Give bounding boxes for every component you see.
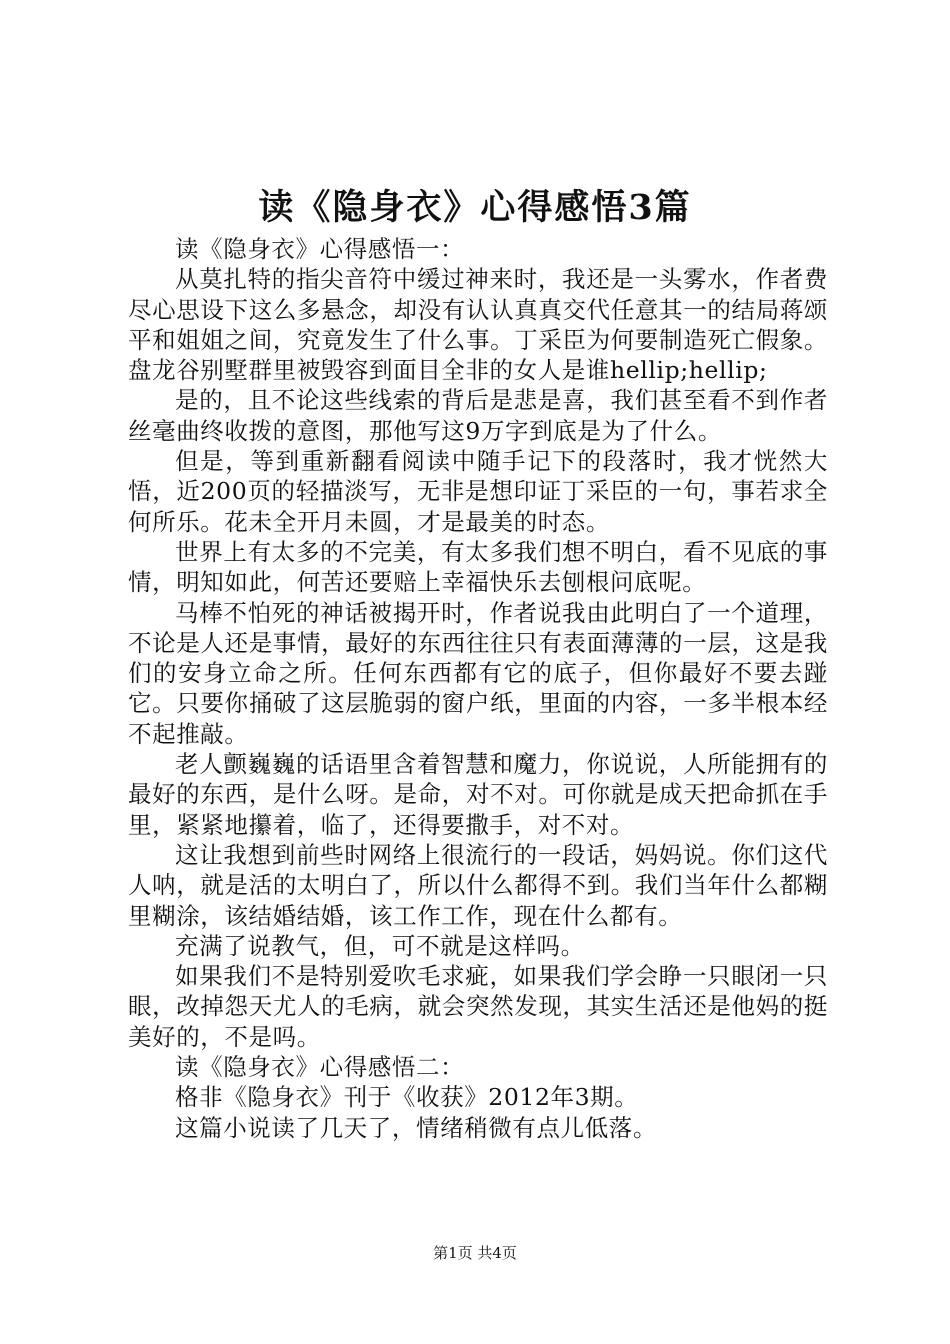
paragraph: 这篇小说读了几天了，情绪稍微有点儿低落。 (175, 1113, 657, 1142)
document-body (128, 234, 828, 1143)
paragraph-section-heading-1: 读《隐身衣》心得感悟一： (175, 235, 465, 263)
paragraph: 格非《隐身衣》刊于《收获》2012年3期。 (175, 1083, 639, 1112)
document-title: 读《隐身衣》心得感悟3篇 (258, 187, 692, 228)
paragraph-section-heading-2: 读《隐身衣》心得感悟二： (175, 1053, 465, 1082)
paragraph: 从莫扎特的指尖音符中缓过神来时，我还是一头雾水，作者费尽心思设下这么多悬念，却没有认认真真交代任意其一的结局蒋颂平和姐姐之间，究竟发生了什么事。丁采臣为何要制造死亡假象。盘龙谷别墅群里被毁容到面目全非的女人是谁hellip;hellip; (128, 265, 828, 385)
paragraph: 老人颤巍巍的话语里含着智慧和魔力，你说说，人所能拥有的最好的东西，是什么呀。是命，对不对。可你就是成天把命抓在手里，紧紧地攥着，临了，还得要撒手，对不对。 (128, 750, 828, 839)
paragraph: 但是，等到重新翻看阅读中随手记下的段落时，我才恍然大悟，近200页的轻描淡写，无非是想印证丁采臣的一句，事若求全何所乐。花未全开月未圆，才是最美的时态。 (128, 447, 828, 536)
paragraph: 马棒不怕死的神话被揭开时，作者说我由此明白了一个道理，不论是人还是事情，最好的东西往往只有表面薄薄的一层，这是我们的安身立命之所。任何东西都有它的底子，但你最好不要去踫它。只要你捅破了这层脆弱的窗户纸，里面的内容，一多半根本经不起推敲。 (128, 598, 828, 748)
paragraph: 这让我想到前些时网络上很流行的一段话，妈妈说。你们这代人呐，就是活的太明白了，所以什么都得不到。我们当年什么都糊里糊涂，该结婚结婚，该工作工作，现在什么都有。 (128, 840, 828, 930)
paragraph: 如果我们不是特别爱吹毛求疵，如果我们学会睁一只眼闭一只眼，改掉怨天尤人的毛病，就会突然发现，其实生活还是他妈的挺美好的，不是吗。 (128, 962, 828, 1051)
paragraph: 是的，且不论这些线索的背后是悲是喜，我们甚至看不到作者丝毫曲终收拨的意图，那他写这9万字到底是为了什么。 (128, 386, 828, 445)
paragraph: 世界上有太多的不完美，有太多我们想不明白，看不见底的事情，明知如此，何苦还要赔上幸福快乐去刨根问底呢。 (128, 537, 828, 597)
page-footer: 第1页 共4页 (433, 1244, 517, 1262)
paragraph: 充满了说教气，但，可不就是这样吗。 (175, 931, 585, 960)
